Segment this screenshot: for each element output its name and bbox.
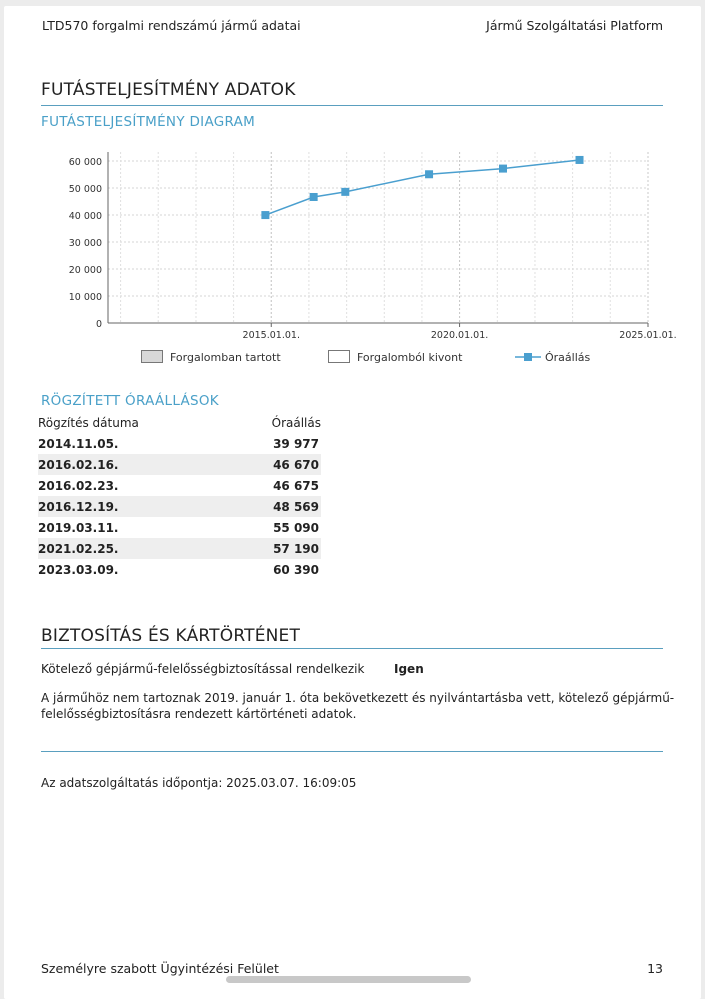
horizontal-scrollbar[interactable] bbox=[226, 976, 471, 983]
data-point-marker bbox=[425, 170, 433, 178]
data-point-marker bbox=[310, 193, 318, 201]
table-row bbox=[38, 433, 321, 454]
row-date: 2016.02.23. bbox=[38, 478, 119, 493]
x-tick-label: 2025.01.01. bbox=[619, 330, 677, 341]
claims-note-line1: A járműhöz nem tartoznak 2019. január 1. óta bekövetkezett és nyilvántartásba vett, kötelező gépjármű- bbox=[41, 691, 675, 705]
row-mileage: 46 670 bbox=[273, 457, 319, 472]
mileage-diagram-title: FUTÁSTELJESÍTMÉNY DIAGRAM bbox=[41, 114, 256, 130]
row-date: 2019.03.11. bbox=[38, 520, 119, 535]
y-tick-label: 40 000 bbox=[68, 211, 102, 222]
insurance-status-value: Igen bbox=[394, 662, 424, 676]
insurance-section-title: BIZTOSÍTÁS ÉS KÁRTÖRTÉNET bbox=[41, 626, 301, 646]
column-header-date: Rögzítés dátuma bbox=[38, 415, 139, 430]
row-mileage: 57 190 bbox=[273, 541, 319, 556]
page-number: 13 bbox=[647, 961, 663, 976]
watermark-logo: autovillage bbox=[8, 970, 103, 988]
table-row bbox=[38, 538, 321, 559]
table-row bbox=[38, 517, 321, 538]
data-point-marker bbox=[341, 188, 349, 196]
y-tick-label: 30 000 bbox=[68, 238, 102, 249]
table-row bbox=[38, 559, 321, 580]
header-vehicle-title: LTD570 forgalmi rendszámú jármű adatai bbox=[42, 18, 301, 33]
row-date: 2016.12.19. bbox=[38, 499, 119, 514]
table-row bbox=[38, 496, 321, 517]
data-point-marker bbox=[499, 165, 507, 173]
table-header bbox=[38, 412, 321, 433]
claims-note-line2: felelősségbiztosításra rendezett kártörténeti adatok. bbox=[41, 707, 357, 721]
y-tick-label: 20 000 bbox=[68, 265, 102, 276]
row-date: 2023.03.09. bbox=[38, 562, 119, 577]
data-point-marker bbox=[261, 211, 269, 219]
section-divider bbox=[41, 751, 663, 752]
y-tick-label: 0 bbox=[95, 319, 102, 330]
row-date: 2014.11.05. bbox=[38, 436, 119, 451]
legend-label-mileage: Óraállás bbox=[545, 351, 591, 364]
data-point-marker bbox=[576, 156, 584, 164]
x-tick-label: 2020.01.01. bbox=[430, 330, 489, 341]
x-tick-label: 2015.01.01. bbox=[242, 330, 300, 341]
table-row bbox=[38, 475, 321, 496]
insurance-status-label: Kötelező gépjármű-felelősségbiztosítással rendelkezik bbox=[41, 662, 365, 676]
row-mileage: 46 675 bbox=[273, 478, 319, 493]
legend-swatch-withdrawn bbox=[328, 350, 350, 363]
mileage-section-title: FUTÁSTELJESÍTMÉNY ADATOK bbox=[41, 80, 296, 100]
mileage-table bbox=[38, 412, 321, 580]
row-mileage: 39 977 bbox=[273, 436, 319, 451]
row-mileage: 55 090 bbox=[273, 520, 319, 535]
row-mileage: 48 569 bbox=[273, 499, 319, 514]
column-header-mileage: Óraállás bbox=[271, 415, 321, 430]
row-date: 2016.02.16. bbox=[38, 457, 119, 472]
legend-swatch-mileage bbox=[514, 350, 542, 364]
y-tick-label: 50 000 bbox=[68, 184, 102, 195]
footer-service-name: Személyre szabott Ügyintézési Felület bbox=[41, 961, 279, 976]
legend-swatch-in-service bbox=[141, 350, 163, 363]
header-platform-name: Jármű Szolgáltatási Platform bbox=[486, 18, 663, 33]
mileage-records-title: RÖGZÍTETT ÓRAÁLLÁSOK bbox=[41, 393, 219, 409]
row-mileage: 60 390 bbox=[273, 562, 319, 577]
row-date: 2021.02.25. bbox=[38, 541, 119, 556]
mileage-chart bbox=[0, 0, 705, 380]
legend-label-in-service: Forgalomban tartott bbox=[170, 351, 281, 364]
y-tick-label: 60 000 bbox=[68, 157, 102, 168]
y-tick-label: 10 000 bbox=[68, 292, 102, 303]
section-divider bbox=[41, 648, 663, 649]
legend-label-withdrawn: Forgalomból kivont bbox=[357, 351, 463, 364]
data-timestamp: Az adatszolgáltatás időpontja: 2025.03.07. 16:09:05 bbox=[41, 776, 357, 790]
table-row bbox=[38, 454, 321, 475]
